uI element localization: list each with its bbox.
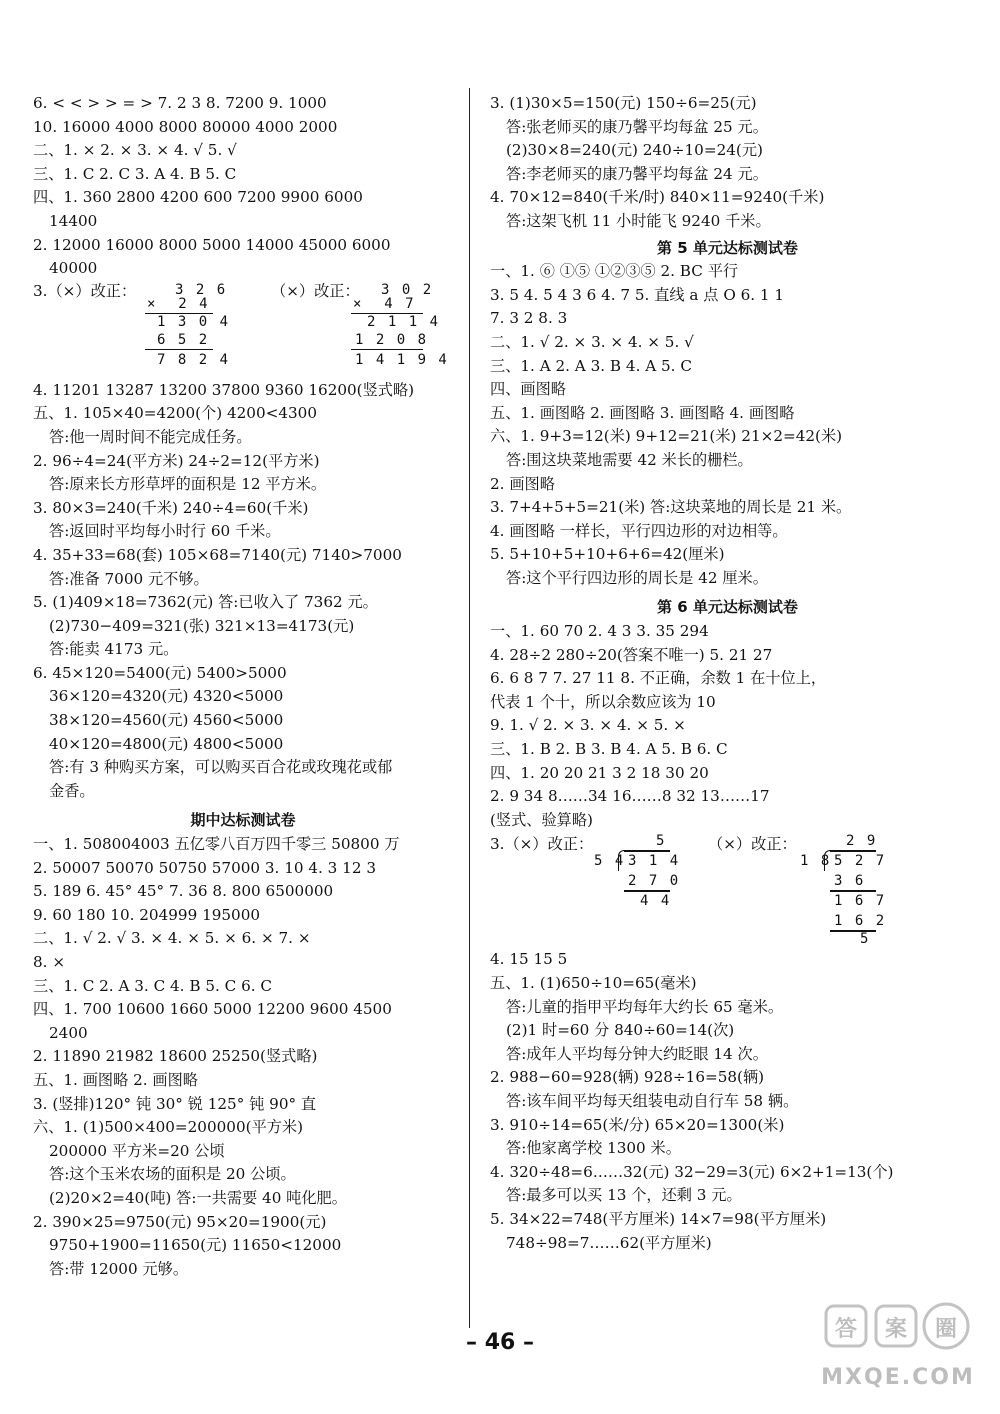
calc-row: 1 4 1 9 4: [355, 351, 449, 368]
answer-line: 3. (1)30×5=150(元) 150÷6=25(元): [490, 94, 757, 112]
svg-text:MXQE.COM: MXQE.COM: [821, 1365, 975, 1390]
division-remainder: 5: [860, 931, 871, 948]
division-row: 1 6 7: [834, 893, 887, 910]
answer-line: 748÷98=7……62(平方厘米): [506, 1233, 712, 1252]
answer-line: 4. 11201 13287 13200 37800 9360 16200(竖式略): [33, 380, 415, 399]
section-title: 第 5 单元达标测试卷: [657, 238, 798, 257]
answer-line: 五、1. (1)650÷10=65(毫米): [490, 974, 697, 992]
answer-line: 五、1. 画图略 2. 画图略: [33, 1070, 198, 1089]
answer-line: 四、画图略: [490, 380, 566, 399]
answer-line: 40000: [49, 259, 98, 278]
long-division: [490, 832, 965, 948]
answer-line: 2. 988−60=928(辆) 928÷16=58(辆): [490, 1068, 765, 1087]
answer-line: 8. ×: [33, 953, 66, 971]
division-row: 3 6: [834, 873, 866, 890]
answer-line: 9. 60 180 10. 204999 195000: [33, 905, 261, 924]
vertical-multiplication: [33, 281, 453, 353]
answer-line: 答:他家离学校 1300 米。: [506, 1139, 681, 1158]
page-number: – 46 –: [466, 1330, 534, 1355]
answer-line: (2)20×2=40(吨) 答:一共需要 40 吨化肥。: [49, 1188, 347, 1207]
answer-line: 3. 5 4. 5 4 3 6 4. 7 5. 直线 a 点 O 6. 1 1: [490, 285, 785, 304]
calc-row: 2 1 1 4: [367, 313, 441, 330]
answer-line: 一、1. ⑥ ①⑤ ①②③⑤ 2. BC 平行: [490, 262, 739, 281]
division-bracket: [618, 850, 627, 871]
answer-line: 2. 390×25=9750(元) 95×20=1900(元): [33, 1212, 327, 1231]
answer-line: 5. (1)409×18=7362(元) 答:已收入了 7362 元。: [33, 593, 378, 612]
column-divider: [469, 88, 470, 1328]
answer-line: 四、1. 20 20 21 3 2 18 30 20: [490, 763, 709, 782]
answer-line: 答:儿童的指甲平均每年大约长 65 毫米。: [506, 997, 784, 1016]
answer-line: 4. 35+33=68(套) 105×68=7140(元) 7140>7000: [33, 545, 402, 564]
svg-text:案: 案: [884, 1317, 908, 1342]
svg-text:圈: 圈: [934, 1317, 958, 1342]
calc-row: 1 3 0 4: [157, 313, 231, 330]
answer-line: (2)730−409=321(张) 321×13=4173(元): [49, 616, 355, 635]
watermark-logo: [818, 1300, 978, 1400]
division-row: 1 6 2: [834, 913, 887, 930]
answer-line: 答:他一周时间不能完成任务。: [49, 427, 252, 446]
answer-line: 4. 320÷48=6……32(元) 32−29=3(元) 6×2+1=13(个): [490, 1162, 894, 1181]
answer-line: 2. 11890 21982 18600 25250(竖式略): [33, 1047, 318, 1066]
answer-line: 六、1. (1)500×400=200000(平方米): [33, 1118, 304, 1137]
answer-line: 3. 7+4+5+5=21(米) 答:这块菜地的周长是 21 米。: [490, 498, 852, 517]
answer-line: 答:原来长方形草坪的面积是 12 平方米。: [49, 475, 327, 494]
division-dividend: 5 2 7: [834, 853, 887, 870]
answer-line: 3. 910÷14=65(米/分) 65×20=1300(米): [490, 1115, 785, 1134]
answer-line: 7. 3 2 8. 3: [490, 309, 568, 328]
answer-line: 答:这个玉米农场的面积是 20 公顷。: [49, 1165, 296, 1184]
answer-line: 2. 12000 16000 8000 5000 14000 45000 6000: [33, 235, 391, 254]
answer-line: 答:围这块菜地需要 42 米长的栅栏。: [506, 450, 753, 469]
answer-line: 5. 34×22=748(平方厘米) 14×7=98(平方厘米): [490, 1209, 827, 1228]
calc-row: 7 8 2 4: [157, 351, 231, 368]
answer-line: 6. < < > > = > 7. 2 3 8. 7200 9. 1000: [33, 94, 327, 112]
answer-line: 答:返回时平均每小时行 60 千米。: [49, 522, 281, 541]
answer-line: 6. 45×120=5400(元) 5400>5000: [33, 663, 287, 682]
answer-line: 36×120=4320(元) 4320<5000: [49, 687, 284, 706]
answer-line: 三、1. C 2. C 3. A 4. B 5. C: [33, 164, 237, 183]
answer-line: 答:这个平行四边形的周长是 42 厘米。: [506, 568, 768, 587]
answer-line: 四、1. 360 2800 4200 600 7200 9900 6000: [33, 188, 363, 207]
answer-line: (竖式、验算略): [490, 810, 593, 829]
answer-line: 4. 70×12=840(千米/时) 840×11=9240(千米): [490, 188, 825, 207]
answer-line: 二、1. × 2. × 3. × 4. √ 5. √: [33, 141, 237, 160]
division-dividend: 3 1 4: [628, 853, 681, 870]
answer-line: 2400: [49, 1023, 88, 1042]
answer-line: 2. 50007 50070 50750 57000 3. 10 4. 3 12 3: [33, 858, 376, 877]
answer-line: 3. 80×3=240(千米) 240÷4=60(千米): [33, 498, 309, 517]
answer-line: 四、1. 700 10600 1660 5000 12200 9600 4500: [33, 1000, 392, 1019]
answer-line: 答:最多可以买 13 个，还剩 3 元。: [506, 1186, 742, 1205]
answer-line: 4. 28÷2 280÷20(答案不唯一) 5. 21 27: [490, 645, 773, 664]
answer-line: 代表 1 个十，所以余数应该为 10: [490, 692, 716, 711]
answer-line: 2. 画图略: [490, 474, 555, 493]
answer-line: 三、1. C 2. A 3. C 4. B 5. C 6. C: [33, 976, 273, 995]
division-quotient: 5: [656, 833, 667, 850]
answer-line: 答:成年人平均每分钟大约眨眼 14 次。: [506, 1044, 768, 1063]
vertical-multiplication-result: [33, 353, 453, 379]
answer-line: 一、1. 60 70 2. 4 3 3. 35 294: [490, 622, 709, 641]
answer-line: 2. 9 34 8……34 16……8 32 13……17: [490, 787, 770, 806]
division-divisor: 1 8: [800, 853, 832, 870]
answer-line: 答:李老师买的康乃馨平均每盆 24 元。: [506, 164, 768, 183]
division-divisor: 5 4: [594, 853, 626, 870]
right-column: [490, 92, 965, 1255]
answer-line: 答:该车间平均每天组装电动自行车 58 辆。: [506, 1091, 799, 1110]
answer-line: 答:张老师买的康乃馨平均每盆 25 元。: [506, 117, 768, 136]
answer-line: 三、1. A 2. A 3. B 4. A 5. C: [490, 356, 692, 375]
answer-line: 14400: [49, 211, 98, 230]
calc-row: × 2 4: [147, 295, 210, 312]
answer-line: 金香。: [49, 781, 95, 800]
answer-line: 5. 189 6. 45° 45° 7. 36 8. 800 6500000: [33, 882, 334, 901]
correction-label: 3.（×）改正：: [490, 835, 594, 854]
division-row: 2 7 0: [628, 873, 681, 890]
answer-line: 六、1. 9+3=12(米) 9+12=21(米) 21×2=42(米): [490, 427, 843, 446]
division-quotient: 2 9: [846, 833, 878, 850]
answer-line: 38×120=4560(元) 4560<5000: [49, 711, 284, 730]
answer-line: 答:有 3 种购买方案，可以购买百合花或玫瑰花或郁: [49, 758, 393, 777]
section-title: 期中达标测试卷: [190, 811, 296, 830]
calc-row: × 4 7: [353, 295, 416, 312]
division-bracket: [824, 850, 833, 871]
answer-line: 4. 15 15 5: [490, 950, 568, 969]
calc-row: 1 2 0 8: [355, 331, 429, 348]
calc-row: 3 0 2: [381, 281, 434, 298]
answer-line: 一、1. 508004003 五亿零八百万四千零三 50800 万: [33, 835, 400, 854]
correction-label: （×）改正：: [708, 835, 797, 854]
answer-line: 五、1. 画图略 2. 画图略 3. 画图略 4. 画图略: [490, 403, 795, 422]
section-title: 第 6 单元达标测试卷: [657, 598, 798, 617]
answer-line: 9750+1900=11650(元) 11650<12000: [49, 1236, 342, 1255]
answer-line: 3. (竖排)120° 钝 30° 锐 125° 钝 90° 直: [33, 1094, 317, 1113]
division-row: 4 4: [640, 893, 672, 910]
answer-line: 40×120=4800(元) 4800<5000: [49, 734, 284, 753]
answer-line: 答:这架飞机 11 小时能飞 9240 千米。: [506, 211, 771, 230]
answer-line: 答:带 12000 元够。: [49, 1259, 189, 1278]
answer-line: 9. 1. √ 2. × 3. × 4. × 5. ×: [490, 716, 686, 735]
answer-line: 10. 16000 4000 8000 80000 4000 2000: [33, 117, 338, 136]
answer-line: 5. 5+10+5+10+6+6=42(厘米): [490, 545, 725, 564]
answer-line: 200000 平方米=20 公顷: [49, 1141, 225, 1160]
calc-row: 3 2 6: [175, 281, 228, 298]
answer-line: 三、1. B 2. B 3. B 4. A 5. B 6. C: [490, 740, 728, 759]
answer-line: 二、1. √ 2. × 3. × 4. × 5. √: [490, 332, 694, 351]
svg-text:答: 答: [834, 1317, 858, 1342]
correction-label: （×）改正：: [271, 281, 360, 300]
left-column: [33, 92, 453, 1281]
answer-line: 4. 画图略 一样长，平行四边形的对边相等。: [490, 521, 788, 540]
answer-line: 答:能卖 4173 元。: [49, 640, 179, 659]
answer-line: 答:准备 7000 元不够。: [49, 569, 209, 588]
answer-line: 二、1. √ 2. √ 3. × 4. × 5. × 6. × 7. ×: [33, 929, 311, 948]
answer-line: (2)30×8=240(元) 240÷10=24(元): [506, 141, 763, 160]
answer-line: 6. 6 8 7 7. 27 11 8. 不正确，余数 1 在十位上，: [490, 669, 827, 688]
answer-line: (2)1 时=60 分 840÷60=14(次): [506, 1021, 735, 1040]
calc-row: 6 5 2: [157, 331, 210, 348]
correction-label: 3.（×）改正：: [33, 281, 137, 300]
answer-line: 2. 96÷4=24(平方米) 24÷2=12(平方米): [33, 451, 320, 470]
answer-line: 五、1. 105×40=4200(个) 4200<4300: [33, 404, 318, 423]
